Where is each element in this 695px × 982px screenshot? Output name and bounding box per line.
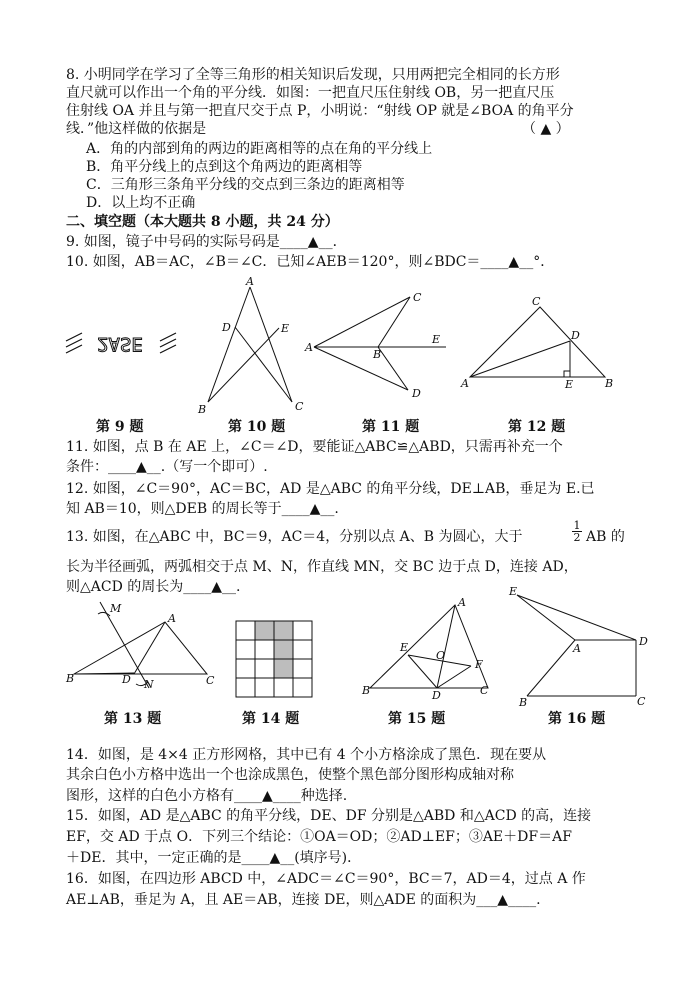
- svg-text:C: C: [637, 695, 646, 708]
- fig13-diagram: [62, 600, 222, 695]
- svg-text:N: N: [144, 678, 154, 691]
- grid-cell: [274, 621, 293, 640]
- grid-cell: [255, 621, 274, 640]
- svg-text:C: C: [413, 291, 422, 304]
- grid-cell: [274, 678, 293, 697]
- svg-text:D: D: [122, 673, 131, 686]
- q11-line1: 11. 如图，点 B 在 AE 上，∠C＝∠D，要能证△ABC≌△ABD，只需再补充一个: [66, 439, 563, 455]
- q13-line3: 则△ACD 的周长为____▲__.: [66, 579, 241, 595]
- q9-text: 9. 如图，镜子中号码的实际号码是____▲__．: [66, 234, 347, 250]
- svg-text:A: A: [305, 341, 313, 354]
- q16-line1: 16．如图，在四边形 ABCD 中，∠ADC＝∠C＝90°，BC＝7，AD＝4，过点 A 作: [66, 871, 586, 887]
- fig10-diagram: [195, 275, 315, 416]
- grid-cell: [236, 678, 255, 697]
- svg-text:C: C: [532, 295, 541, 308]
- grid-cell: [255, 659, 274, 678]
- q13-fraction: 1 2: [573, 519, 581, 544]
- svg-text:B: B: [519, 696, 528, 709]
- svg-text:A: A: [246, 275, 254, 288]
- grid-cell: [274, 640, 293, 659]
- grid-cell: [274, 659, 293, 678]
- q13-line1-tail: AB 的: [586, 529, 625, 545]
- grid-cell: [255, 678, 274, 697]
- grid-cell: [293, 659, 312, 678]
- q12-line2: 知 AB＝10，则△DEB 的周长等于____▲__.: [66, 501, 339, 517]
- svg-text:E: E: [281, 322, 290, 335]
- caption-q10: 第 10 题: [228, 419, 286, 435]
- svg-text:D: D: [639, 635, 648, 648]
- caption-q15: 第 15 题: [388, 711, 446, 727]
- q14-line1: 14．如图，是 4×4 正方形网格，其中已有 4 个小方格涂成了黑色．现在要从: [66, 747, 547, 763]
- q8-option-d: D．以上均不正确: [86, 195, 196, 211]
- fig16-diagram: [505, 585, 665, 709]
- grid-cell: [236, 640, 255, 659]
- grid-cell: [293, 678, 312, 697]
- fig11-diagram: [300, 285, 460, 410]
- svg-text:A: A: [168, 612, 176, 625]
- fig9-number-text: 2ASE: [97, 333, 143, 355]
- svg-text:A: A: [458, 596, 466, 609]
- svg-text:D: D: [222, 321, 231, 334]
- caption-q14: 第 14 题: [242, 711, 300, 727]
- q15-line3: ＋DE．其中，一定正确的是____▲__(填序号)．: [66, 850, 362, 866]
- q15-line1: 15．如图，AD 是△ABC 的角平分线，DE、DF 分别是△ABD 和△ACD 的高，连接: [66, 808, 592, 824]
- q12-line1: 12. 如图，∠C＝90°，AC＝BC，AD 是△ABC 的角平分线，DE⊥AB，垂足为 E.已: [66, 481, 595, 497]
- svg-text:B: B: [198, 403, 207, 416]
- caption-q12: 第 12 题: [508, 419, 566, 435]
- svg-text:A: A: [573, 642, 581, 655]
- svg-text:E: E: [509, 585, 518, 598]
- svg-text:A: A: [461, 377, 469, 390]
- grid-cell: [236, 621, 255, 640]
- grid-cell: [236, 659, 255, 678]
- q8-line4: 线．”他这样做的依据是: [66, 121, 207, 137]
- svg-text:E: E: [400, 641, 409, 654]
- grid-cell: [255, 640, 274, 659]
- q8-option-b: B．角平分线上的点到这个角两边的距离相等: [86, 159, 363, 175]
- svg-text:D: D: [432, 689, 441, 702]
- svg-text:D: D: [412, 387, 421, 400]
- svg-text:C: C: [480, 684, 489, 697]
- fig12-diagram: [455, 295, 620, 395]
- q14-line2: 其余白色小方格中选出一个也涂成黑色，使整个黑色部分图形构成轴对称: [66, 767, 514, 783]
- q8-line3: 住射线 OA 并且与第一把直尺交于点 P，小明说：“射线 OP 就是∠BOA 的角平分: [66, 103, 574, 119]
- q16-line2: AE⊥AB，垂足为 A，且 AE＝AB，连接 DE，则△ADE 的面积为___▲____.: [66, 892, 541, 908]
- q8-option-c: C．三角形三条角平分线的交点到三条边的距离相等: [86, 177, 405, 193]
- grid-cell: [293, 621, 312, 640]
- svg-text:B: B: [373, 348, 382, 361]
- q15-line2: EF，交 AD 于点 O．下列三个结论：①OA＝OD；②AD⊥EF；③AE＋DF＝AF: [66, 829, 572, 845]
- q14-line3: 图形，这样的白色小方格有____▲____种选择.: [66, 788, 348, 804]
- svg-text:E: E: [432, 333, 441, 346]
- q8-line2: 直尺就可以作出一个角的平分线．如图：一把直尺压住射线 OB，另一把直尺压: [66, 85, 555, 101]
- caption-q16: 第 16 题: [548, 711, 606, 727]
- q13-line1: 13. 如图，在△ABC 中，BC＝9，AC＝4，分别以点 A、B 为圆心，大于: [66, 529, 523, 545]
- q10-text: 10. 如图，AB＝AC，∠B＝∠C．已知∠AEB＝120°，则∠BDC＝____▲__°．: [66, 254, 555, 270]
- q8-option-a: A．角的内部到角的两边的距离相等的点在角的平分线上: [86, 141, 433, 157]
- caption-q9: 第 9 题: [96, 419, 144, 435]
- svg-text:M: M: [110, 602, 122, 615]
- q8-line1: 8. 小明同学在学习了全等三角形的相关知识后发现，只用两把完全相同的长方形: [66, 67, 560, 83]
- svg-text:B: B: [66, 672, 75, 685]
- svg-text:C: C: [295, 400, 304, 413]
- section-heading: 二、填空题（本大题共 8 小题，共 24 分）: [66, 214, 339, 230]
- grid-cell: [293, 640, 312, 659]
- caption-q11: 第 11 题: [362, 419, 420, 435]
- q11-line2: 条件：____▲__.（写一个即可）.: [66, 459, 268, 475]
- q8-answer-bracket: （ ▲ ）: [522, 121, 570, 137]
- svg-text:E: E: [565, 378, 574, 391]
- svg-text:F: F: [475, 658, 483, 671]
- fig14-grid: [235, 620, 315, 700]
- caption-q13: 第 13 题: [104, 711, 162, 727]
- q13-line2: 长为半径画弧，两弧相交于点 M、N，作直线 MN，交 BC 边于点 D，连接 AD，: [66, 559, 578, 575]
- svg-text:O: O: [436, 649, 446, 662]
- fig15-diagram: [360, 598, 495, 700]
- svg-text:D: D: [571, 329, 580, 342]
- svg-text:C: C: [206, 674, 215, 687]
- fig9-mirror-number: [60, 325, 190, 365]
- svg-text:B: B: [605, 377, 614, 390]
- svg-text:B: B: [362, 684, 371, 697]
